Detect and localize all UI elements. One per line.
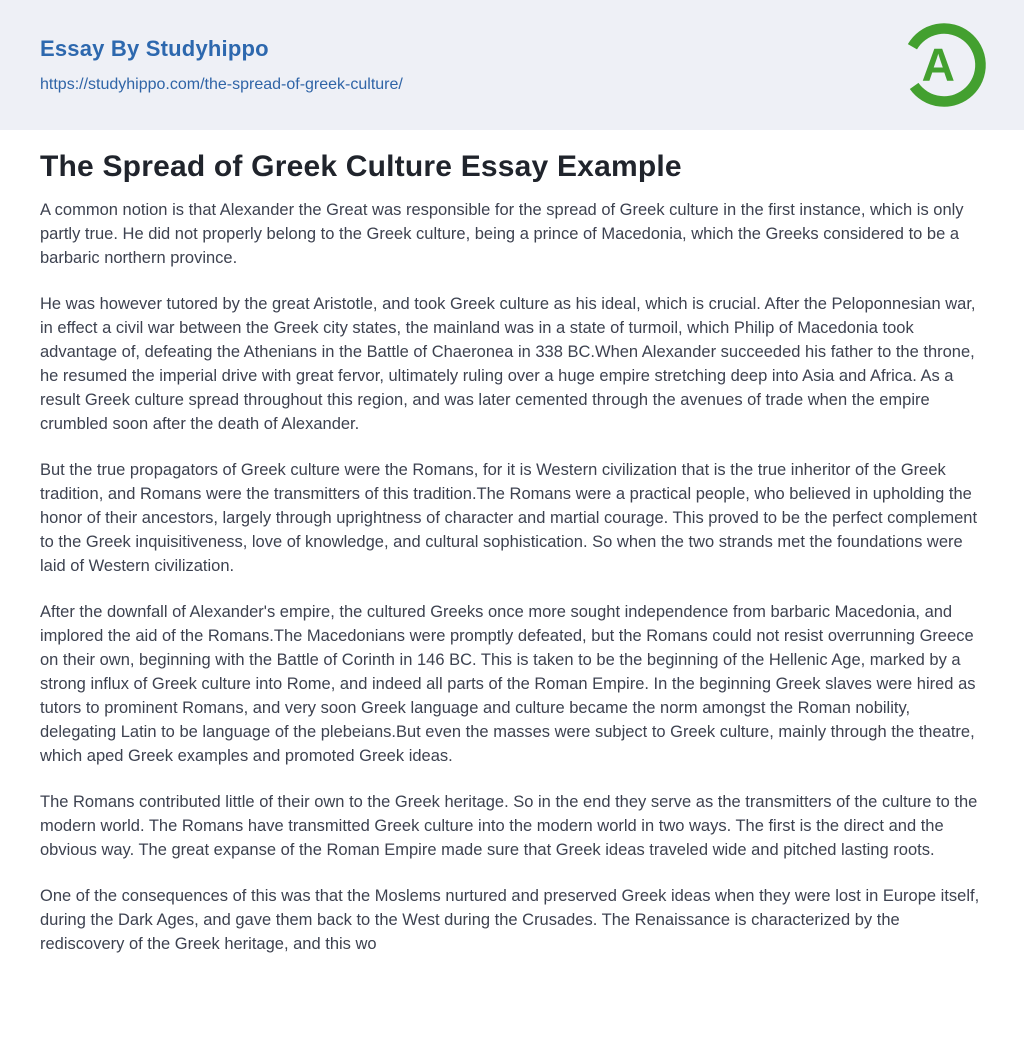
- logo-a-icon: [896, 16, 992, 114]
- logo-letter: A: [921, 38, 955, 91]
- paragraph: A common notion is that Alexander the Great was responsible for the spread of Greek culture in the first instance, which is only partly true. He did not properly belong to the Greek culture, being a prince of Macedonia, which the Greeks considered to be a barbaric northern province.: [40, 201, 964, 267]
- page-url-link[interactable]: https://studyhippo.com/the-spread-of-greek-culture/: [40, 76, 403, 93]
- paragraph: But the true propagators of Greek culture were the Romans, for it is Western civilization that is the true inheritor of the Greek tradition, and Romans were the transmitters of this tradition.The Romans were a practical people, who believed in upholding the honor of their ancestors, largely through uprightness of character and martial courage. This proved to be the perfect complement to the Greek inquisitiveness, love of knowledge, and cultural sophistication. So when the two strands met the foundations were laid of Western civilization.: [40, 461, 978, 575]
- page-header: [0, 0, 1024, 130]
- paragraph: The Romans contributed little of their own to the Greek heritage. So in the end they serve as the transmitters of the culture to the modern world. The Romans have transmitted Greek culture into the modern world in two ways. The first is the direct and the obvious way. The great expanse of the Roman Empire made sure that Greek ideas traveled wide and pitched lasting roots.: [40, 793, 978, 859]
- site-title: Essay By Studyhippo: [40, 36, 269, 61]
- paragraph: After the downfall of Alexander's empire, the cultured Greeks once more sought independence from barbaric Macedonia, and implored the aid of the Romans.The Macedonians were promptly defeated, but the Romans could not resist overrunning Greece on their own, beginning with the Battle of Corinth in 146 BC. This is taken to be the beginning of the Hellenic Age, marked by a strong influx of Greek culture into Rome, and indeed all parts of the Roman Empire. In the beginning Greek slaves were hired as tutors to prominent Romans, and very soon Greek language and culture became the norm amongst the Roman nobility, delegating Latin to be language of the plebeians.But even the masses were subject to Greek culture, mainly through the theatre, which aped Greek examples and promoted Greek ideas.: [40, 603, 976, 765]
- article-body: [40, 198, 984, 956]
- paragraph: One of the consequences of this was that the Moslems nurtured and preserved Greek ideas when they were lost in Europe itself, during the Dark Ages, and gave them back to the West during the Crusades. The Renaissance is characterized by the rediscovery of the Greek heritage, and this wo: [40, 887, 980, 953]
- header-text-block: [40, 36, 403, 94]
- article-title: The Spread of Greek Culture Essay Example: [40, 150, 682, 183]
- studyhippo-logo: [896, 16, 992, 114]
- article: [0, 130, 1024, 1008]
- paragraph: He was however tutored by the great Aristotle, and took Greek culture as his ideal, which is crucial. After the Peloponnesian war, in effect a civil war between the Greek city states, the mainland was in a state of turmoil, which Philip of Macedonia took advantage of, defeating the Athenians in the Battle of Chaeronea in 338 BC.When Alexander succeeded his father to the throne, he resumed the imperial drive with great fervor, ultimately ruling over a huge empire stretching deep into Asia and Africa. As a result Greek culture spread throughout this region, and was later cemented through the avenues of trade when the empire crumbled soon after the death of Alexander.: [40, 295, 976, 433]
